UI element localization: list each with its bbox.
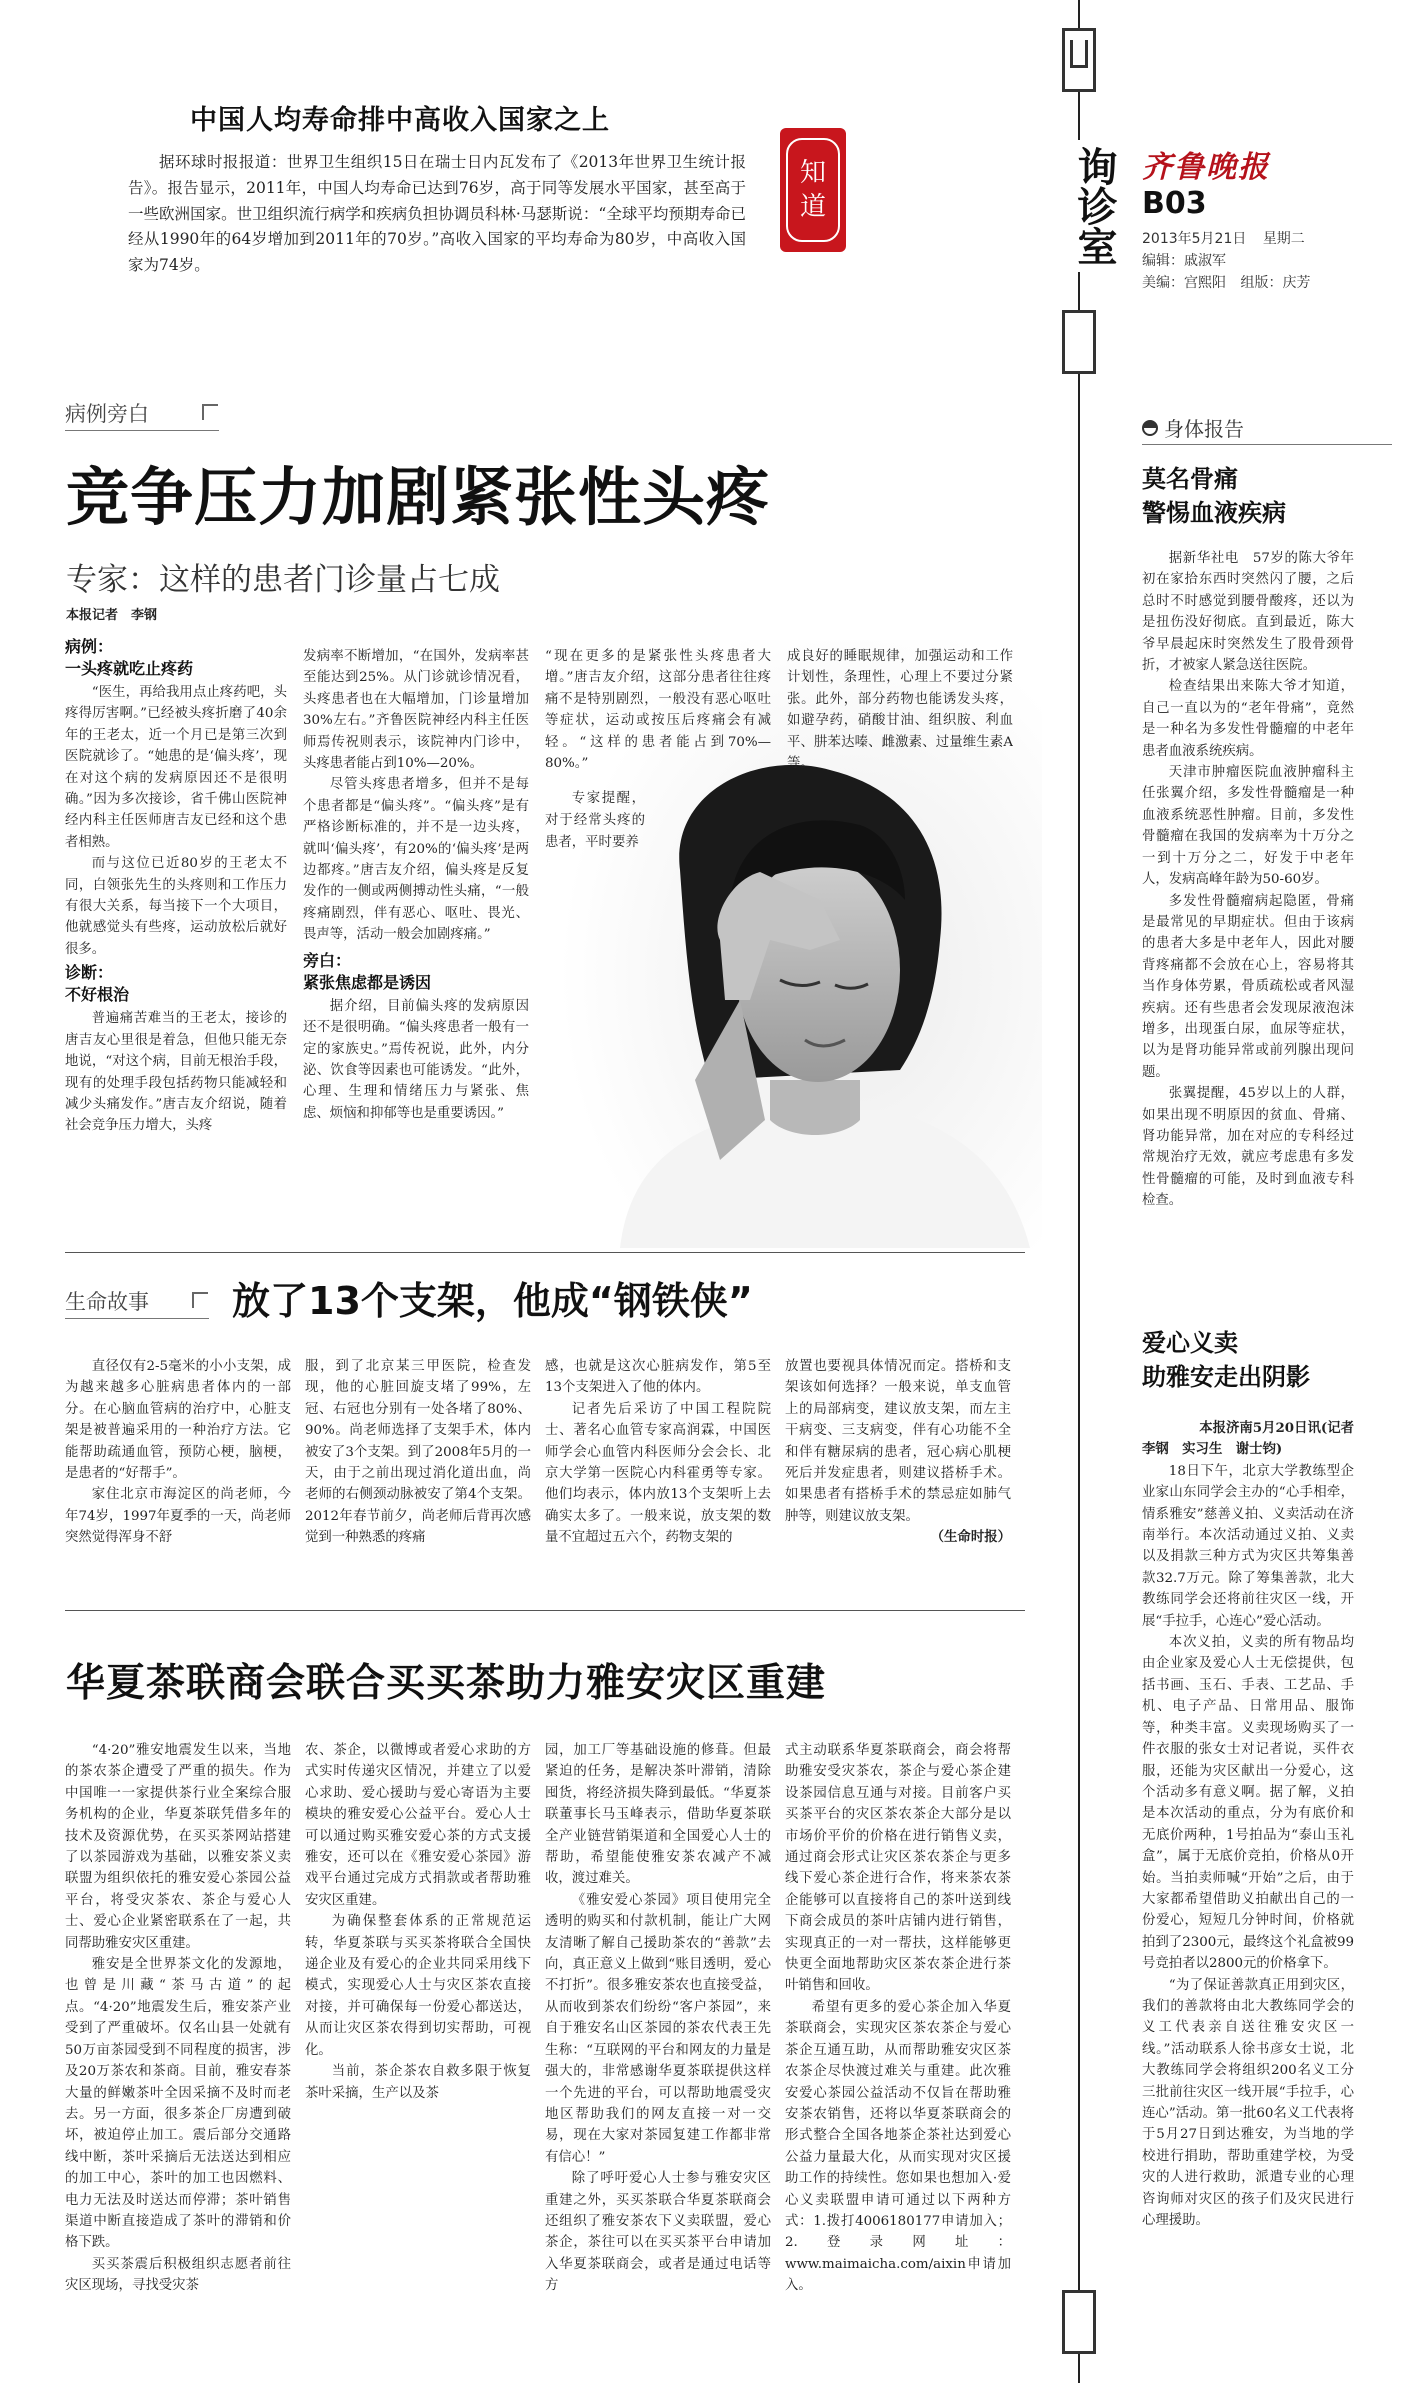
body-paragraph: 据介绍，目前偏头疼的发病原因还不是很明确。“偏头疼患者一般有一定的家族史。”焉传祝说，此外，内分泌、饮食等因素也可能诱发。“此外，心理、生理和情绪压力与紧张、焦虑、烦恼和抑郁等也是重要诱因。” xyxy=(303,998,529,1121)
editor-credit: 编辑：戚淑军 xyxy=(1142,253,1226,269)
page-number: B03 xyxy=(1142,186,1207,221)
story2-source: （生命时报） xyxy=(930,1529,1011,1546)
fret-ornament xyxy=(1062,2290,1096,2354)
design-credits xyxy=(1142,272,1310,292)
body-paragraph: 检查结果出来陈大爷才知道，自己一直以为的“老年骨痛”，竟然是一种名为多发性骨髓瘤的中老年患者血液系统疾病。 xyxy=(1142,679,1354,759)
subhead-title: 不好根治 xyxy=(65,985,130,1005)
tag-corner-icon xyxy=(202,404,218,420)
body-paragraph: 感，也就是这次心脏病发作，第5至13个支架进入了他的体内。 xyxy=(545,1359,771,1396)
feature-col-3 xyxy=(545,646,771,786)
title-line: 助雅安走出阴影 xyxy=(1142,1363,1310,1391)
story2-col-1 xyxy=(65,1356,291,1596)
body-paragraph: 园，加工厂等基础设施的修葺。但最紧迫的任务，是解决茶叶滞销，清除囤货，将经济损失降到最低。“华夏茶联董事长马玉峰表示，借助华夏茶联全产业链营销渠道和全国爱心人士的帮助，希望能使雅安茶农减产不减收，渡过难关。 xyxy=(545,1743,771,1887)
body-paragraph: 张翼提醒，45岁以上的人群，如果出现不明原因的贫血、骨痛、肾功能异常，加在对应的专科经过常规治疗无效，就应考虑患有多发性骨髓瘤的可能，及时到血液专科检查。 xyxy=(1142,1086,1354,1209)
feature-col-1 xyxy=(65,636,287,1216)
sidebar-story2-body xyxy=(1142,1418,1354,2370)
story3-col-2 xyxy=(305,1740,531,2352)
body-paragraph: 记者先后采访了中国工程院院士、著名心血管专家高润霖，中国医师学会心血管内科医师分会会长、北京大学第一医院心内科霍勇等专家。他们均表示，体内放13个支架听上去确实太多了。一般来说，放支架的数量不宜超过五六个，药物支架的 xyxy=(545,1401,771,1546)
designer-credit: 美编：宫熙阳 xyxy=(1142,275,1226,291)
body-paragraph: 天津市肿瘤医院血液肿瘤科主任张翼介绍，多发性骨髓瘤是一种血液系统恶性肿瘤。目前，多发性骨髓瘤在我国的发病率为十万分之一到十万分之二，好发于中老年人，发病高峰年龄为50-60岁。 xyxy=(1142,765,1354,888)
body-paragraph: 为确保整套体系的正常规范运转，华夏茶联与买买茶将联合全国快递企业及有爱心的企业共同采用线下模式，实现爱心人士与灾区茶农直接对接，并可确保每一份爱心都送达，从而让灾区茶农得到切实帮助，可视化。 xyxy=(305,1914,531,2058)
story2-col-4 xyxy=(785,1356,1011,1596)
story3-col-4 xyxy=(785,1740,1011,2352)
title-line: 警惕血液疾病 xyxy=(1142,499,1286,527)
body-paragraph: 成良好的睡眠规律，加强运动和工作计划性，条理性，心理上不要过分紧张。此外，部分药物也能诱发头疼，如避孕药，硝酸甘油、组织胺、利血平、肼苯达嗪、雌激素、过量维生素A等。 xyxy=(787,649,1013,772)
proof-credit: 组版：庆芳 xyxy=(1240,275,1311,291)
body-paragraph: 家住北京市海淀区的尚老师，今年74岁，1997年夏季的一天，尚老师突然觉得浑身不舒 xyxy=(65,1487,291,1546)
column-vertical-title xyxy=(1043,140,1117,272)
paper-logo: 齐鲁晚报 xyxy=(1142,150,1270,185)
story2-headline: 放了13个支架，他成“钢铁侠” xyxy=(232,1279,753,1323)
body-paragraph: “为了保证善款真正用到灾区，我们的善款将由北大教练同学会的义工代表亲自送往雅安灾区一线。”活动联系人徐书彦女士说，北大教练同学会将组织200名义工分三批前往灾区一线开展“手拉手，心连心”活动。第一批60名义工代表将于5月27日到达雅安，为当地的学校进行捐助，帮助重建学校，为受灾的人进行救助，派遣专业的心理咨询师对灾区的孩子们及灾民进行心理援助。 xyxy=(1142,1977,1354,2229)
section-tag: 生命故事 xyxy=(65,1286,209,1319)
body-paragraph: “4·20”雅安地震发生以来，当地的茶农茶企遭受了严重的损失。作为中国唯一一家提供茶行业全案综合服务机构的企业，华夏茶联凭借多年的技术及资源优势，在买买茶网站搭建了以茶园游戏为基础，以雅安茶义卖联盟为组织依托的雅安爱心茶园公益平台，将受灾茶农、茶企与爱心人士、爱心企业紧密联系在了一起，共同帮助雅安灾区重建。 xyxy=(65,1743,291,1951)
subhead-label: 旁白： xyxy=(303,950,352,970)
know-badge xyxy=(780,128,846,252)
sidebar-byline: 李钢 实习生 谢士钧) xyxy=(1142,1441,1283,1458)
divider xyxy=(65,1252,1025,1253)
body-paragraph: 放置也要视具体情况而定。搭桥和支架该如何选择？一般来说，单支血管上的局部病变，建议放支架，而左主干病变、三支病变，伴有心功能不全和伴有糖尿病的患者，冠心病心肌梗死后并发症患者，则建议搭桥手术。如果患者有搭桥手术的禁忌症如肺气肿等，则建议放支架。 xyxy=(785,1359,1011,1524)
story2-col-3 xyxy=(545,1356,771,1596)
subhead-title: 一头疼就吃止疼药 xyxy=(65,659,194,678)
body-paragraph: 尽管头疼患者增多，但并不是每个患者都是“偏头疼”。“偏头疼”是有严格诊断标准的，并不是一边头疼，就叫‘偏头疼’，有20%的‘偏头疼’是两边都疼。”唐吉友介绍，偏头疼是反复发作的一侧或两侧搏动性头痛，“一般疼痛剧烈，伴有恶心、呕吐、畏光、畏声等，活动一般会加剧疼痛。” xyxy=(303,777,529,943)
body-paragraph: 本次义拍，义卖的所有物品均由企业家及爱心人士无偿提供，包括书画、玉石、手表、工艺品、手机、电子产品、日常用品、服饰等，种类丰富。义卖现场购买了一件衣服的张女士对记者说，买件衣服，还能为灾区献出一分爱心，这个活动多有意义啊。据了解，义拍是本次活动的重点，分为有底价和无底价两种，1号拍品为“泰山玉礼盒”，属于无底价竞拍，价格从0开始。当拍卖师喊“开始”之后，由于大家都希望借助义拍献出自己的一份爱心，短短几分钟时间，价格就拍到了2300元，最终这个礼盒被99号竞拍者以2800元的价格拿下。 xyxy=(1142,1635,1354,1972)
issue-weekday: 星期二 xyxy=(1262,231,1305,247)
fret-ornament xyxy=(1062,310,1096,374)
body-paragraph: 希望有更多的爱心茶企加入华夏茶联商会，实现灾区茶农茶企与爱心茶企互通互助，从而帮助雅安灾区茶农茶企尽快渡过难关与重建。此次雅安爱心茶园公益活动不仅旨在帮助雅安茶农销售，还将以华夏茶联商会的形式整合全国各地茶企茶社达到爱心公益力量最大化，从而实现对灾区援助工作的持续性。您如果也想加入·爱心义卖联盟申请可通过以下两种方式：1.拨打4006180177申请加入；2.登录网址：www.maimaicha.com/aixin申请加入。 xyxy=(785,1999,1011,2294)
body-paragraph: 多发性骨髓瘤病起隐匿，骨痛是最常见的早期症状。但由于该病的患者大多是中老年人，因此对腰背疼痛都不会放在心上，容易将其当作身体劳累，骨质疏松或者风湿疾病。还有些患者会发现尿液泡沫增多，出现蛋白尿，血尿等症状，以为是肾功能异常或前列腺出现问题。 xyxy=(1142,893,1354,1080)
body-paragraph: 普遍痛苦难当的王老太，接诊的唐吉友心里很是着急，但他只能无奈地说，“对这个病，目前无根治手段，现有的处理手段包括药物只能减轻和减少头痛发作。”唐吉友介绍说，随着社会竞争压力增大，头疼 xyxy=(65,1011,287,1134)
fret-inner xyxy=(1070,40,1088,68)
title-line: 莫名骨痛 xyxy=(1142,465,1238,493)
body-paragraph: 除了呼吁爱心人士参与雅安灾区重建之外，买买茶联合华夏茶联商会还组织了雅安茶农下义卖联盟，爱心茶企，茶往可以在买买茶平台申请加入华夏茶联商会，或者是通过电话等方 xyxy=(545,2171,771,2294)
sidebar-story1-title xyxy=(1142,462,1286,530)
body-paragraph: 直径仅有2-5毫米的小小支架，成为越来越多心脏病患者体内的一部分。在心脑血管病的治疗中，心脏支架是被普遍采用的一种治疗方法。它能帮助疏通血管，预防心梗，脑梗，是患者的“好帮手”。 xyxy=(65,1359,291,1482)
badge-char: 知 xyxy=(799,158,826,188)
body-paragraph: 农、茶企，以微博或者爱心求助的方式实时传递灾区情况，并建立了以爱心求助、爱心援助与爱心寄语为主要模块的雅安爱心公益平台。爱心人士可以通过购买雅安爱心茶的方式支援雅安，还可以在《雅安爱心茶园》游戏平台通过完成方式捐款或者帮助雅安灾区重建。 xyxy=(305,1743,531,1908)
sidebar-tag-rule xyxy=(1142,444,1392,445)
body-paragraph: 发病率不断增加，“在国外，发病率甚至能达到25%。从门诊就诊情况看，头疼患者也在大幅增加，门诊量增加30%左右。”齐鲁医院神经内科主任医师焉传祝则表示，该院神内门诊中，头疼患者能占到10%—20%。 xyxy=(303,649,529,772)
body-paragraph: 式主动联系华夏茶联商会，商会将帮助雅安受灾茶农，茶企与爱心茶企建设茶园信息互通与对接。目前客户买买茶平台的灾区茶农茶企大部分是以市场价平价的价格在进行销售义卖，通过商会形式让灾区茶农茶企与更多线下爱心茶企进行合作，将来茶农茶企能够可以直接将自己的茶叶送到线下商会成员的茶叶店铺内进行销售，实现真正的一对一帮扶，这样能够更快更全面地帮助灾区茶农茶企进行茶叶销售和回收。 xyxy=(785,1743,1011,1994)
body-paragraph: “医生，再给我用点止疼药吧，头疼得厉害啊。”已经被头疼折磨了40余年的王老太，近一个月已是第三次到医院就诊了。“她患的是‘偏头疼’，现在对这个病的发病原因还不是很明确。”因为多次接诊，省千佛山医院神经内科主任医师唐吉友已经和这个患者相熟。 xyxy=(65,685,287,850)
story3-headline: 华夏茶联商会联合买买茶助力雅安灾区重建 xyxy=(66,1661,827,1706)
feature-headline: 竞争压力加剧紧张性头疼 xyxy=(66,461,770,534)
feature-col-2 xyxy=(303,646,529,1216)
body-paragraph: 服，到了北京某三甲医院，检查发现，他的心脏回旋支堵了99%，左冠、右冠也分别有一处各堵了80%、90%。尚老师选择了支架手术，体内被安了3个支架。到了2008年5月的一天，由于之前出现过消化道出血，尚老师的右侧颈动脉被安了第4个支架。2012年春节前夕，尚老师后背再次感觉到一种熟悉的疼痛 xyxy=(305,1359,531,1546)
sidebar-story1-body xyxy=(1142,548,1354,1312)
pullquote-text: 专家提醒，对于经常头疼的患者，平时要养 xyxy=(545,791,645,850)
top-news-paragraph: 据环球时报报道：世界卫生组织15日在瑞士日内瓦发布了《2013年世界卫生统计报告》。报告显示，2011年，中国人均寿命已达到76岁，高于同等发展水平国家，甚至高于一些欧洲国家。世卫组织流行病学和疾病负担协调员科林·马瑟斯说：“全球平均预期寿命已经从1990年的64岁增加到2011年的70岁。”高收入国家的平均寿命为80岁，中高收入国家为74岁。 xyxy=(128,153,746,275)
divider xyxy=(65,1610,1025,1611)
story3-col-1 xyxy=(65,1740,291,2352)
column-title-text: 询诊室 xyxy=(1071,146,1117,266)
body-paragraph: 雅安是全世界茶文化的发源地，也曾是川藏“茶马古道”的起点。“4·20”地震发生后，雅安茶产业受到了严重破坏。仅名山县一处就有50万亩茶园受到不同程度的损害，涉及20万茶农和茶商。目前，雅安春茶大量的鲜嫩茶叶全因采摘不及时而老去。另一方面，很多茶企厂房遭到破坏，被迫停止加工。震后部分交通路线中断，茶叶采摘后无法送达到相应的加工中心，茶叶的加工也因燃料、电力无法及时送达而停滞；茶叶销售渠道中断直接造成了茶叶的滞销和价格下跌。 xyxy=(65,1957,291,2251)
body-paragraph: 《雅安爱心茶园》项目使用完全透明的购买和付款机制，能让广大网友清晰了解自己援助茶农的“善款”去向，真正意义上做到“账目透明，爱心不打折”。很多雅安茶农也直接受益，从而收到茶农们纷纷“客户茶园”，来自于雅安名山区茶园的茶农代表王先生称：“互联网的平台和网友的力量是强大的，非常感谢华夏茶联提供这样一个先进的平台，可以帮助地震受灾地区帮助我们的网友直接一对一交易，现在大家对茶园复建工作都非常有信心！” xyxy=(545,1892,771,2165)
body-paragraph: 而与这位已近80岁的王老太不同，白领张先生的头疼则和工作压力有很大关系，每当接下一个大项目，他就感觉头有些疼，运动放松后就好很多。 xyxy=(65,856,287,957)
subhead-title: 紧张焦虑都是诱因 xyxy=(303,972,432,992)
body-paragraph: 据新华社电 57岁的陈大爷年初在家拾东西时突然闪了腰，之后总时不时感觉到腰骨酸疼，还以为是扭伤没好彻底。直到最近，陈大爷早晨起床时突然发生了股骨颈骨折，才被家人紧急送往医院。 xyxy=(1142,551,1354,674)
feature-subhead: 专家：这样的患者门诊量占七成 xyxy=(66,562,500,598)
body-report-icon xyxy=(1142,420,1158,436)
story2-col-2 xyxy=(305,1356,531,1596)
top-news-title: 中国人均寿命排中高收入国家之上 xyxy=(190,105,610,136)
issue-date: 2013年5月21日 xyxy=(1142,231,1247,247)
sidebar-byline: 本报济南5月20日讯(记者 xyxy=(1199,1420,1354,1436)
tag-corner-icon xyxy=(192,1292,208,1308)
pullquote xyxy=(545,788,645,878)
sidebar-story2-title xyxy=(1142,1326,1310,1394)
story3-col-3 xyxy=(545,1740,771,2352)
subhead-label: 诊断： xyxy=(65,963,114,983)
sidebar-tag-text: 身体报告 xyxy=(1164,417,1244,441)
badge-char: 道 xyxy=(799,192,826,222)
body-paragraph: “现在更多的是紧张性头疼患者大增。”唐吉友介绍，这部分患者往往疼痛不是特别剧烈，一般没有恶心呕吐等症状，运动或按压后疼痛会有减轻。“这样的患者能占到70%—80%。” xyxy=(545,649,771,772)
top-news-body xyxy=(128,150,746,279)
body-paragraph: 当前，茶企茶农自救多限于恢复茶叶采摘，生产以及茶 xyxy=(305,2064,531,2101)
section-tag: 病例旁白 xyxy=(65,398,219,431)
sidebar-section-tag xyxy=(1142,413,1244,442)
feature-byline: 本报记者 李钢 xyxy=(66,608,158,623)
body-paragraph: 买买茶震后积极组织志愿者前往灾区现场，寻找受灾茶 xyxy=(65,2256,291,2294)
masthead-date-line xyxy=(1142,228,1305,248)
feature-col-4 xyxy=(787,646,1013,786)
subhead-label: 病例： xyxy=(65,637,114,656)
title-line: 爱心义卖 xyxy=(1142,1329,1238,1357)
body-paragraph: 18日下午，北京大学教练型企业家山东同学会主办的“心手相牵，情系雅安”慈善义拍、义卖活动在济南举行。本次活动通过义拍、义卖以及捐款三种方式为灾区共筹集善款32.7万元。除了筹集善款，北大教练同学会还将前往灾区一线，开展“手拉手，心连心”爱心活动。 xyxy=(1142,1463,1354,1629)
